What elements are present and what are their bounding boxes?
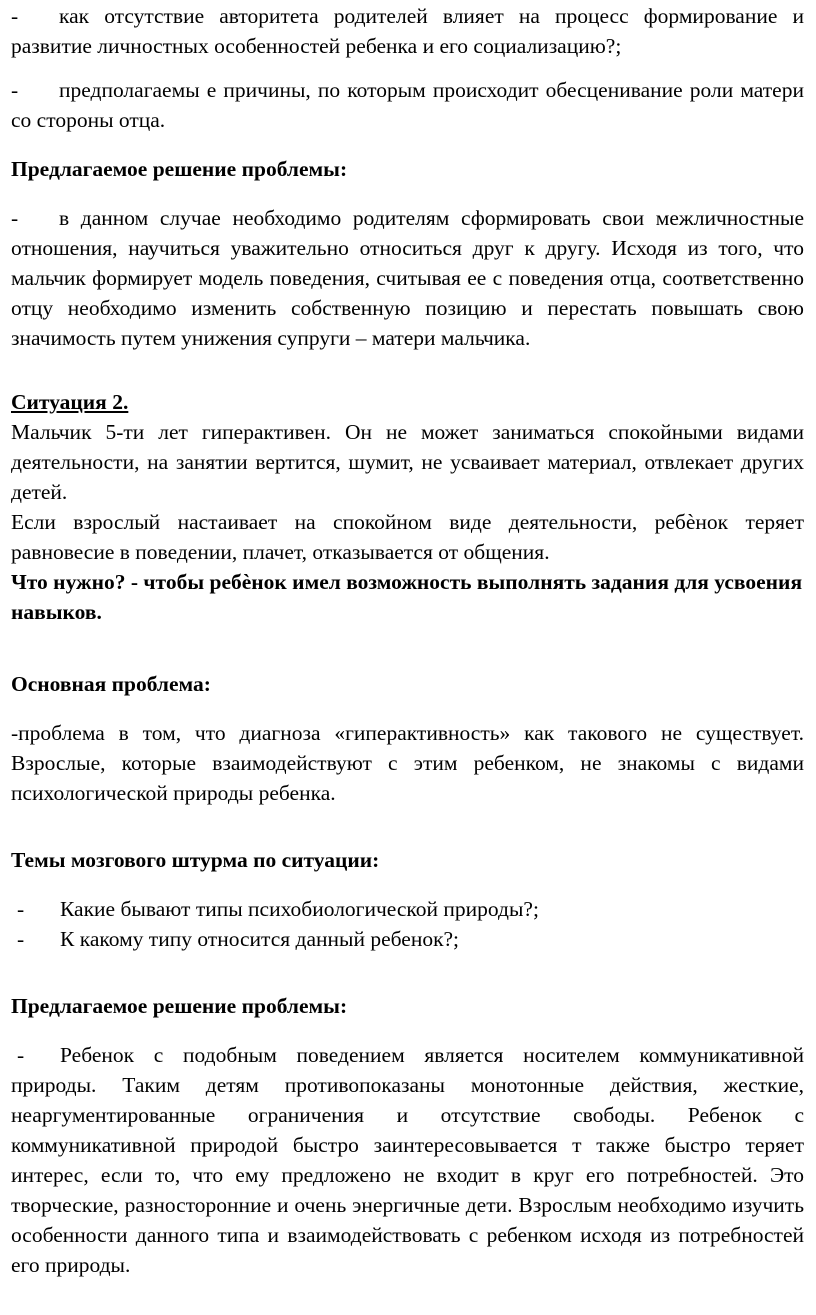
question-text-1: как отсутствие авторитета родителей влияет на процесс формирование и развитие личностных особенностей ребенка и его социализацию?; bbox=[11, 4, 804, 58]
section-heading-brainstorm: Темы мозгового штурма по ситуации: bbox=[11, 848, 380, 872]
question-text-2: предполагаемы е причины, по которым происходит обесценивание роли матери со стороны отца. bbox=[11, 78, 804, 132]
brainstorm-text-1: Какие бывают типы психобиологической природы?; bbox=[60, 897, 539, 921]
bullet-dash: - bbox=[17, 927, 25, 951]
situation-title: Ситуация 2. bbox=[11, 390, 129, 414]
question-item-2 bbox=[11, 75, 804, 135]
solution-text-2: Ребенок с подобным поведением является носителем коммуникативной природы. Таким детям противопоказаны монотонные действия, жесткие, неаргументированные ограничения и отсутствие свободы. Ребенок с коммуникативной природой быстро заинтересовывается т также быстро теряет интерес, если то, что ему предложено не входит в круг его потребностей. Это творческие, разносторонние и очень энергичные дети. Взрослым необходимо изучить особенности данного типа и взаимодействовать с ребенком исходя из потребностей его природы. bbox=[11, 1043, 804, 1277]
bullet-dash: - bbox=[11, 4, 19, 28]
situation-description-2: Если взрослый настаивает на спокойном виде деятельности, ребѐнок теряет равновесие в поведении, плачет, отказывается от общения. bbox=[11, 510, 804, 564]
solution-paragraph-2 bbox=[11, 1040, 804, 1280]
main-problem-text: -проблема в том, что диагноза «гиперактивность» как такового не существует. Взрослые, которые взаимодействуют с этим ребенком, не знакомы с видами психологической природы ребенка. bbox=[11, 721, 804, 805]
document-page bbox=[11, 1, 804, 1280]
section-heading-solution-1: Предлагаемое решение проблемы: bbox=[11, 157, 348, 181]
bullet-dash: - bbox=[17, 1043, 25, 1067]
section-heading-solution-2: Предлагаемое решение проблемы: bbox=[11, 994, 348, 1018]
bullet-dash: - bbox=[17, 897, 25, 921]
solution-text-1: в данном случае необходимо родителям сформировать свои межличностные отношения, научиться уважительно относиться друг к другу. Исходя из того, что мальчик формирует модель поведения, считывая ее с поведения отца, соответственно отцу необходимо изменить собственную позицию и перестать повышать свою значимость путем унижения супруги – матери мальчика. bbox=[11, 206, 804, 350]
bullet-dash: - bbox=[11, 206, 19, 230]
situation-description: Мальчик 5-ти лет гиперактивен. Он не может заниматься спокойными видами деятельности, на занятии вертится, шумит, не усваивает материал, отвлекает других детей. bbox=[11, 420, 804, 504]
bullet-dash: - bbox=[11, 78, 19, 102]
brainstorm-text-2: К какому типу относится данный ребенок?; bbox=[60, 927, 460, 951]
solution-paragraph-1 bbox=[11, 203, 804, 353]
what-is-needed: Что нужно? - чтобы ребѐнок имел возможность выполнять задания для усвоения навыков. bbox=[11, 570, 803, 624]
section-heading-main-problem: Основная проблема: bbox=[11, 672, 211, 696]
brainstorm-item-1 bbox=[11, 894, 804, 924]
brainstorm-item-2 bbox=[11, 924, 804, 954]
question-item-1 bbox=[11, 1, 804, 61]
